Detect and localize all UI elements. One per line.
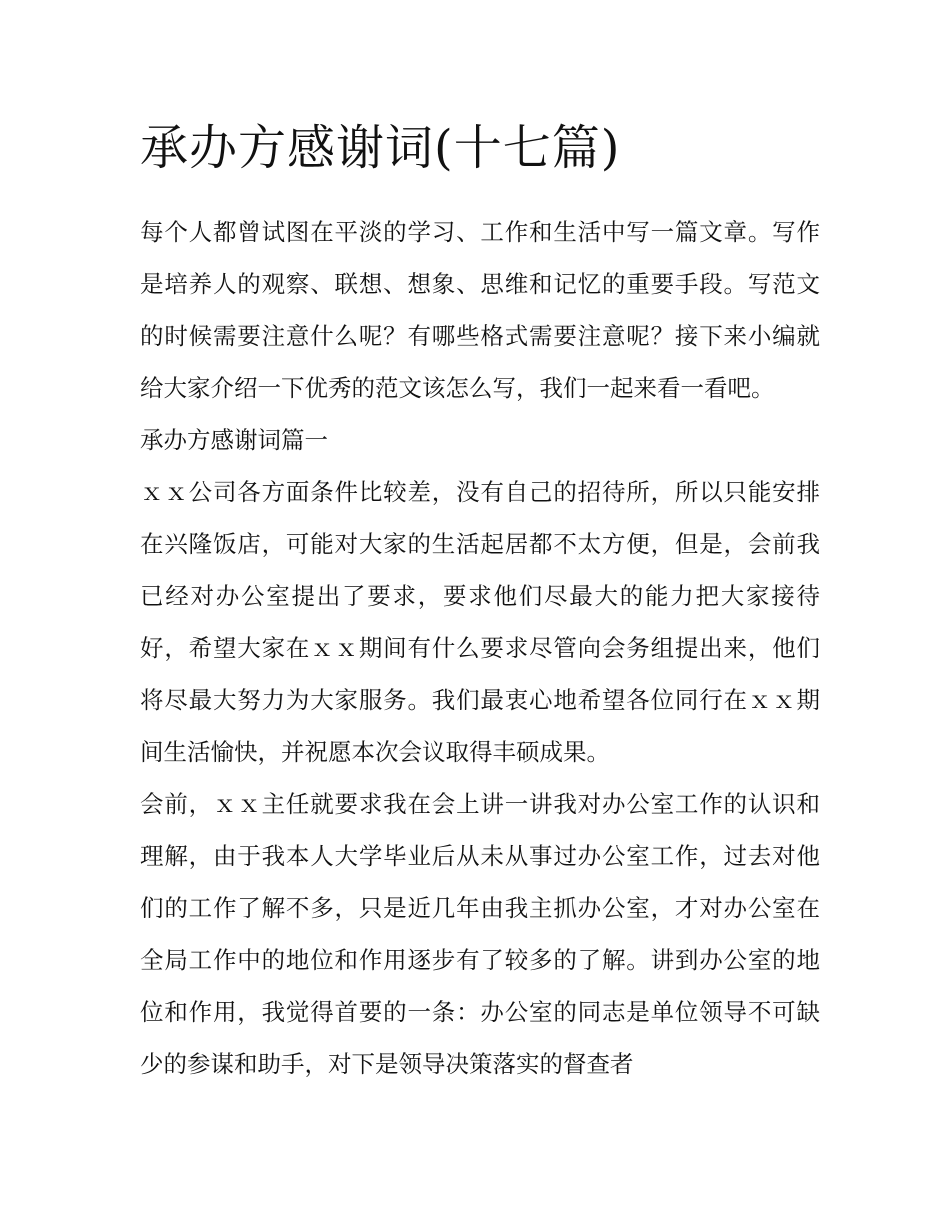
intro-paragraph: 每个人都曾试图在平淡的学习、工作和生活中写一篇文章。写作是培养人的观察、联想、想象、思维和记忆的重要手段。写范文的时候需要注意什么呢？有哪些格式需要注意呢？接下来小编就给大家介绍一下优秀的范文该怎么写，我们一起来看一看吧。: [140, 218, 820, 402]
document-title: 承办方感谢词(十七篇): [140, 120, 621, 176]
section-heading: 承办方感谢词篇一: [140, 426, 328, 454]
body-paragraph-2: 会前，ｘｘ主任就要求我在会上讲一讲我对办公室工作的认识和理解，由于我本人大学毕业后从未从事过办公室工作，过去对他们的工作了解不多，只是近几年由我主抓办公室，才对办公室在全局工作中的地位和作用逐步有了较多的了解。讲到办公室的地位和作用，我觉得首要的一条：办公室的同志是单位领导不可缺少的参谋和助手，对下是领导决策落实的督查者: [140, 790, 820, 1078]
document-body: [140, 112, 820, 1090]
body-paragraph-1: ｘｘ公司各方面条件比较差，没有自己的招待所，所以只能安排在兴隆饭店，可能对大家的生活起居都不太方便，但是，会前我已经对办公室提出了要求，要求他们尽最大的能力把大家接待好，希望大家在ｘｘ期间有什么要求尽管向会务组提出来，他们将尽最大努力为大家服务。我们最衷心地希望各位同行在ｘｘ期间生活愉快，并祝愿本次会议取得丰硕成果。: [140, 478, 820, 766]
